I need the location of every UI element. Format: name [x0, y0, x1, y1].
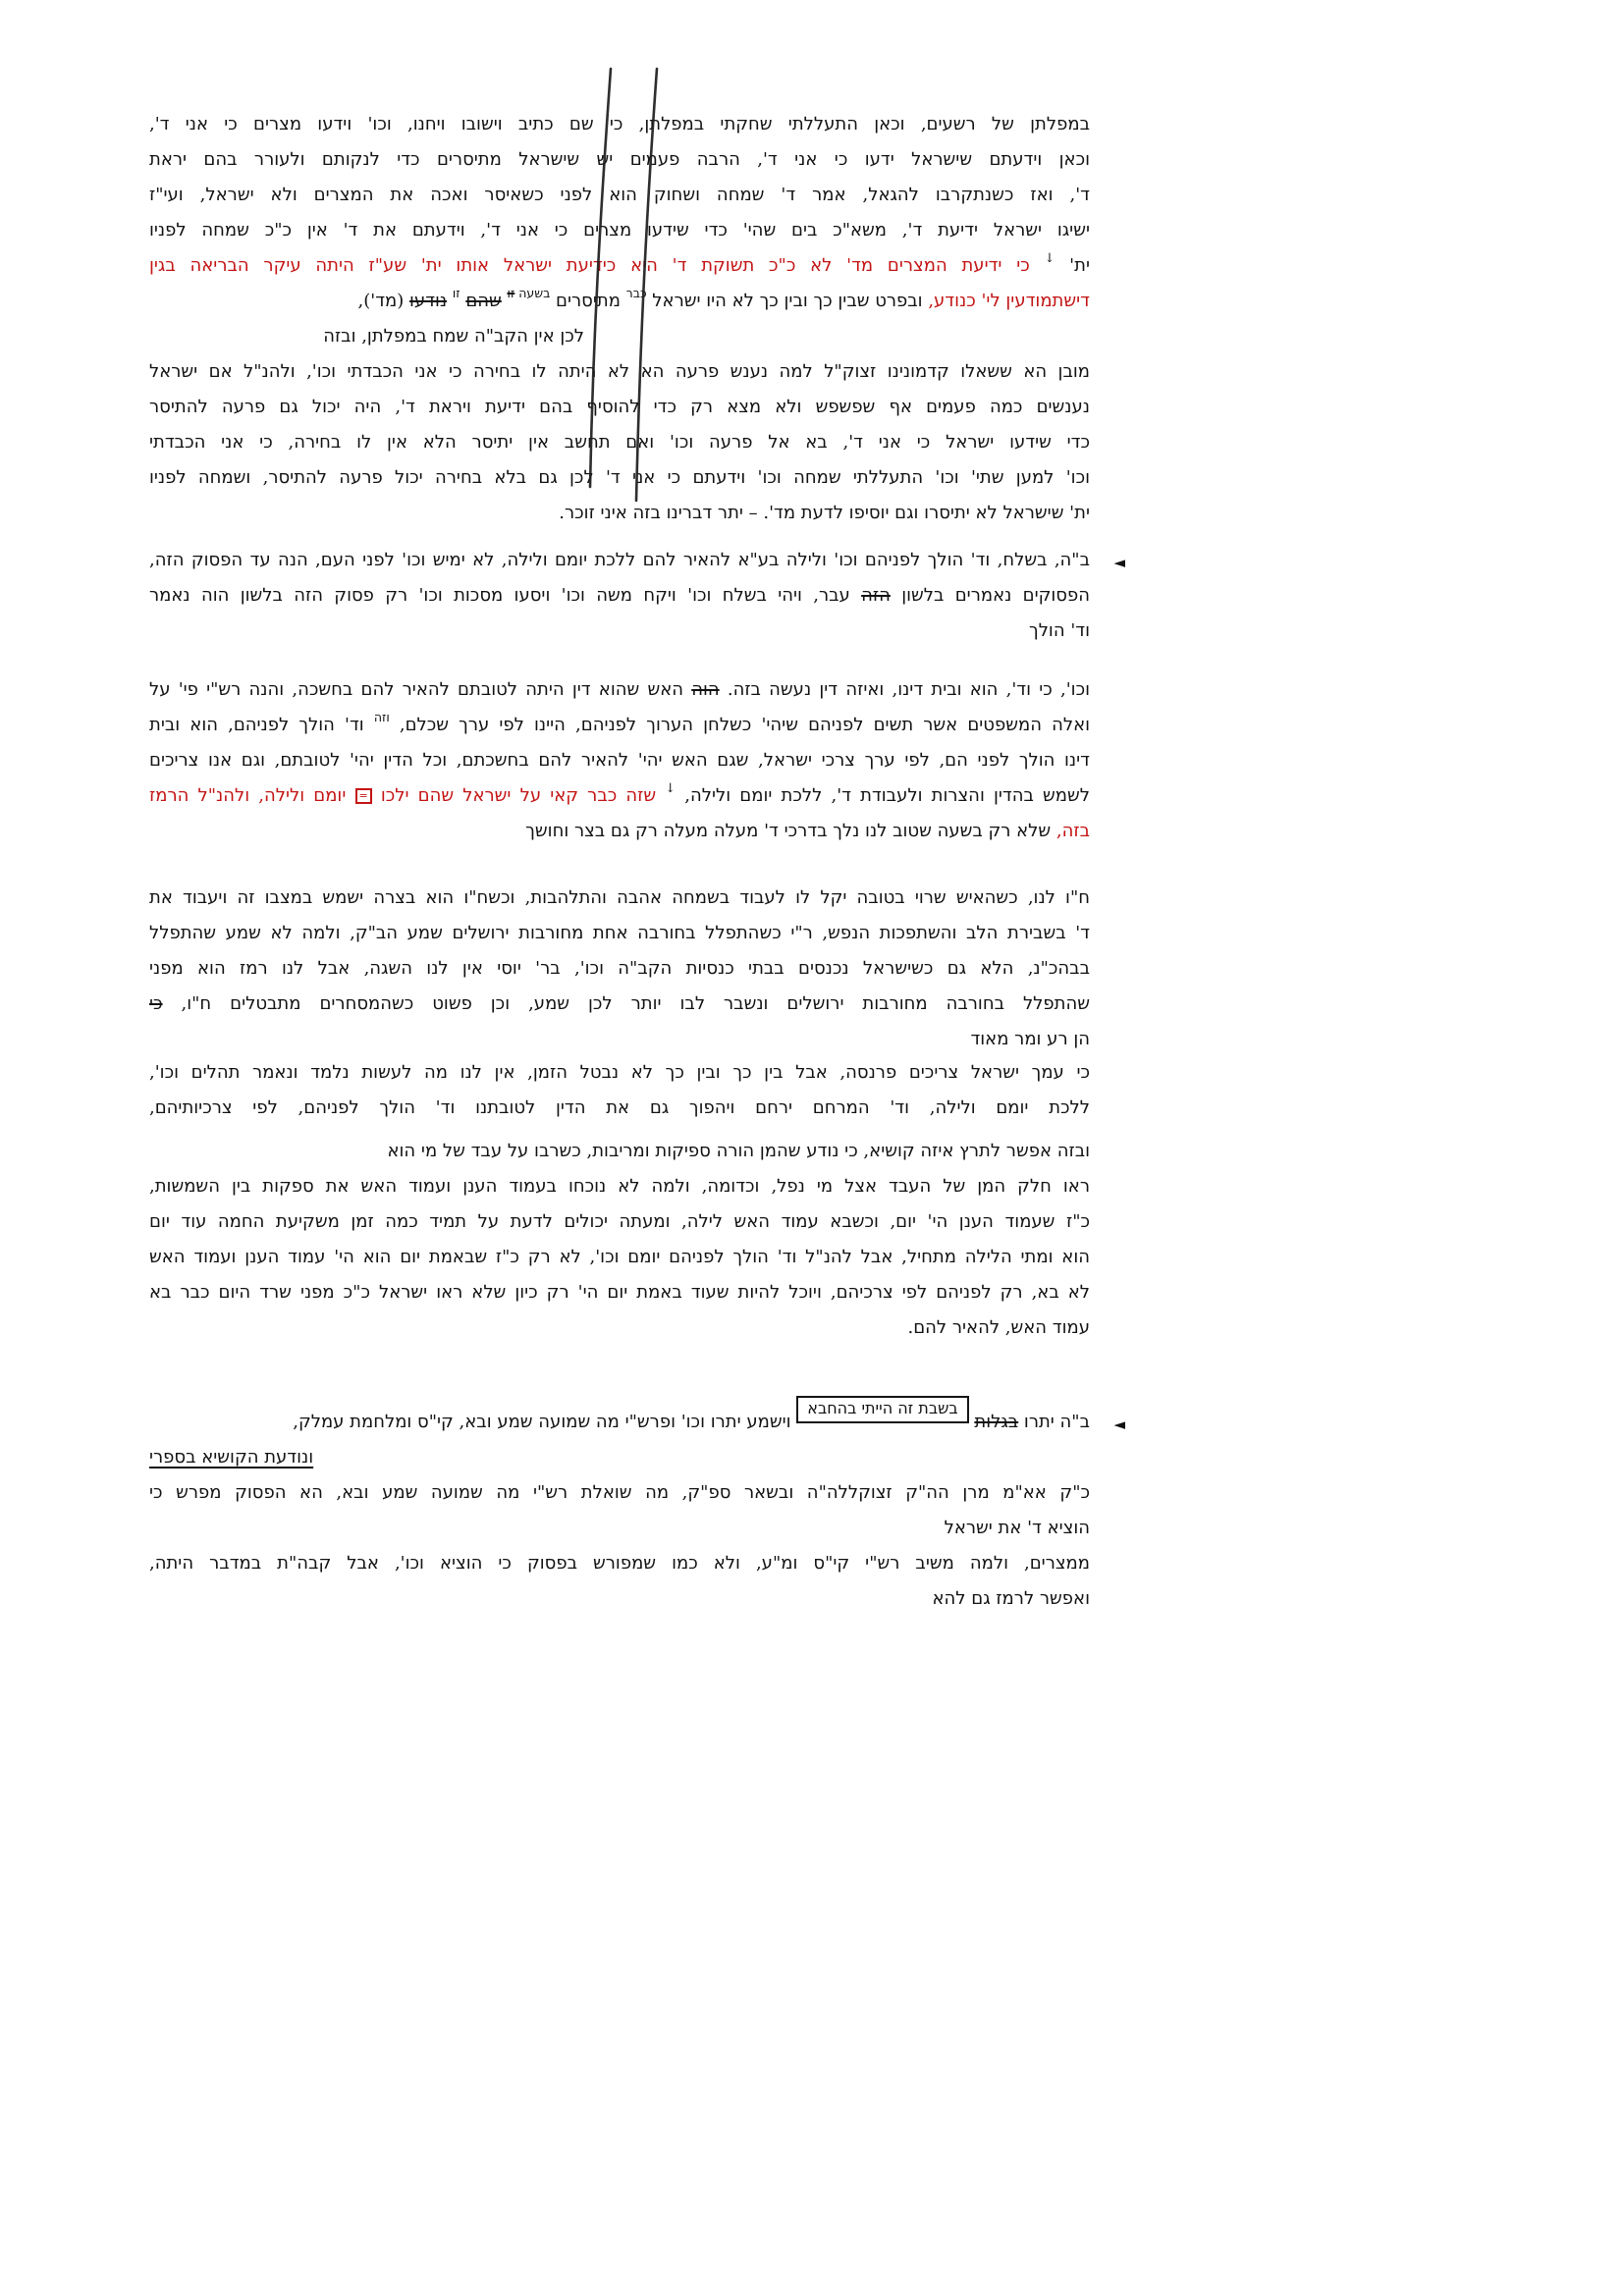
text-line	[149, 883, 1090, 919]
struck-word: הוה	[691, 679, 720, 700]
text-segment: ד', ואז כשנתקרבו להגאל, אמר ד' שמחה ושחוק הוא לפני כשאיסר ואכה את המצרים ולא ישראל, ועי"ז	[149, 185, 1090, 205]
text-line	[149, 251, 1090, 287]
text-segment	[447, 291, 453, 311]
text-line	[149, 322, 1090, 357]
text-segment: לא בא, רק לפניהם לפי צרכיהם, ויוכל להיות שעוד באמת יום הי' רק כיון שלא ראו ישראל כ"כ מפני שרד היום כבר בא	[149, 1282, 1090, 1303]
text-segment: ח"ו לנו, כשהאיש שרוי בטובה יקל לו לעבוד בשמחה אהבה והתלהבות, וכשח"ו הוא בצרה ישמש במצבו זה ויעבוד את	[149, 887, 1090, 908]
text-block	[149, 0, 1125, 2296]
text-line	[149, 1207, 1090, 1243]
text-line	[149, 463, 1090, 499]
text-segment: ונודעת הקושיא בספרי	[149, 1447, 314, 1468]
text-segment: מובן הא ששאלו קדמונינו זצוק"ל למה נענש פרעה הא לא היתה לו בחירה כי אני הכבדתי וכו', ולהנ"ל אם ישראל	[149, 361, 1090, 382]
struck-word: הזה	[861, 585, 891, 606]
text-segment: וד' הולך לפניהם, הוא ובית	[149, 715, 374, 735]
text-segment: ובפרט שבין כך ובין כך לא היו ישראל	[646, 291, 929, 311]
superscript-insertion: זו	[452, 286, 460, 300]
text-line	[149, 817, 1090, 852]
text-segment: ב"ה, בשלח, וד' הולך לפניהם וכו' ולילה בע"א להאיר להם ללכת יומם ולילה, לא ימיש וכו' לפני העם, הנה עד הפסוק הזה,	[149, 550, 1090, 570]
red-text-segment: שזה כבר קאי על ישראל שהם ילכו	[371, 785, 666, 806]
text-line	[149, 499, 1090, 534]
text-segment: ממצרים, ולמה משיב רש"י קי"ס ומ"ע, ולא כמו שמפורש בפסוק כי הוציא וכו', אבל קבה"ת במדבר היתה,	[149, 1553, 1090, 1574]
red-text-segment: בזה,	[1051, 821, 1090, 841]
red-text-segment: דישתמודעין לי' כנודע,	[928, 291, 1090, 311]
struck-word: בגלות	[974, 1412, 1019, 1432]
text-segment: נענשים כמה פעמים אף שפשפש ולא מצא רק כדי להוסיף בהם ידיעת ויראת ד', היה יכול גם פרעה להתיסר	[149, 397, 1090, 417]
text-segment: כדי שידעו ישראל כי אני ד', בא אל פרעה וכו' ואם תחשב אין יתיסר הלא אין לו בחירה, כי אני הכבדתי	[149, 432, 1090, 453]
text-line	[149, 428, 1090, 463]
section-marker-icon: ◄	[1113, 554, 1125, 571]
text-line	[149, 581, 1090, 616]
text-line	[149, 675, 1090, 711]
text-line	[149, 1137, 1090, 1172]
struck-superscript: זו	[507, 286, 515, 300]
text-segment: ית' שישראל לא יתיסרו וגם יוסיפו לדעת מד'. – יתר דברינו בזה איני זוכר.	[559, 503, 1090, 523]
text-line	[149, 919, 1090, 954]
text-line	[149, 616, 1090, 652]
text-segment: וישמע יתרו וכו' ופרש"י מה שמועה שמע ובא, קי"ס ומלחמת עמלק,	[293, 1412, 797, 1432]
text-line	[149, 287, 1090, 322]
insertion-arrow-mark: ↓	[665, 781, 676, 796]
text-segment: ללכת יומם ולילה, וד' המרחם ירחם ויהפוך גם את הדין לטובתנו וד' הולך לפניהם, לפי צרכיותיהם,	[149, 1097, 1090, 1118]
text-line	[149, 711, 1090, 746]
text-segment: במפלתן של רשעים, וכאן התעללתי שחקתי במפלתן, כי שם כתיב וישובו ויחנו, וכו' וידעו מצרים כי אני ד',	[149, 114, 1090, 134]
text-line	[149, 110, 1090, 145]
superscript-insertion: וזה	[373, 710, 390, 724]
text-line	[149, 1443, 1090, 1478]
text-segment: האש שהוא דין היתה לטובתם להאיר להם בחשכה, והנה רש"י פי' על	[149, 679, 692, 700]
text-line	[149, 781, 1090, 817]
insertion-arrow-mark: ↓	[1044, 251, 1055, 266]
text-segment: ב"ה יתרו	[1018, 1412, 1090, 1432]
framed-note: בשבת זה הייתי בהחבא	[796, 1396, 968, 1423]
text-line	[149, 393, 1090, 428]
text-line	[149, 1025, 1090, 1060]
text-segment: ד' בשבירת הלב והשתפכות הנפש, ר"י כשהתפלל בחורבה אחת מחורבות ירושלים שמע הב"ק, ולמה לא שמע שהתפלל	[149, 923, 1090, 943]
text-segment: (מד'),	[357, 291, 410, 311]
text-line	[149, 357, 1090, 393]
text-segment: ואלה המשפטים אשר תשים לפניהם שיהי' כשלחן הערוך לפניהם, היינו לפי ערך שכלם,	[389, 715, 1091, 735]
text-segment: בבהכ"נ, הלא גם כשישראל נכנסים בבתי כנסיות הקב"ה וכו', בר' יוסי אין לנו השגה, אבל לנו רמז הוא מפני	[149, 958, 1090, 979]
text-line	[149, 1399, 1090, 1443]
superscript-insertion: כבר	[625, 286, 647, 300]
text-segment: הן רע ומר מאוד	[970, 1029, 1090, 1049]
text-segment: הוציא ד' את ישראל	[944, 1518, 1090, 1538]
superscript-insertion: בשעה	[514, 286, 551, 300]
text-line	[149, 1478, 1090, 1514]
text-segment: הוא ומתי הלילה מתחיל, אבל להנ"ל וד' הולך לפניהם יומם וכו', לא רק כ"ז שבאמת יום הוא הי' עמוד הענן ועמוד האש	[149, 1247, 1090, 1267]
text-segment: ואפשר לרמז גם להא	[932, 1588, 1090, 1609]
text-segment: דינו הולך לפני הם, לפי ערך צרכי ישראל, שגם האש יהי' להאיר להם בחשכתם, וכל הדין יהי' לטובתם, וגם אנו צריכים	[149, 750, 1090, 771]
text-segment: ית'	[1055, 255, 1090, 276]
struck-word: שהם	[465, 291, 502, 311]
text-line	[149, 1584, 1090, 1620]
text-segment: כ"ק אא"מ מרן הה"ק זצוקללה"ה ובשאר ספ"ק, מה שואלת רש"י מה שמועה שמע ובא, הא הפסוק מפרש כי	[149, 1482, 1090, 1503]
text-segment: וד' הולך	[1029, 620, 1090, 641]
equals-box-mark: =	[355, 788, 372, 804]
text-segment: מתיסרים	[550, 291, 626, 311]
text-line	[149, 216, 1090, 251]
text-line	[149, 1243, 1090, 1278]
text-segment: וכו', כי וד', הוא ובית דינו, ואיזה דין נעשה בזה.	[719, 679, 1090, 700]
text-segment: לכן אין הקב"ה שמח במפלתן, ובזה	[323, 326, 584, 347]
red-text-segment: יומם ולילה, ולהנ"ל הרמז	[149, 785, 355, 806]
text-segment: עבר, ויהי בשלח וכו' ויקח משה וכו' ויסעו מסכות וכו' רק פסוק הזה בלשון הוה נאמר	[149, 585, 862, 606]
text-line	[149, 1549, 1090, 1584]
text-line	[149, 954, 1090, 989]
text-segment: שלא רק בשעה שטוב לנו נלך בדרכי ד' מעלה מעלה רק גם בצר וחושך	[525, 821, 1052, 841]
text-segment: הפסוקים נאמרים בלשון	[890, 585, 1090, 606]
text-segment: ישיגו ישראל ידיעת ד', משא"כ בים שהי' כדי שידעו מצרים כי אני ד', וידעתם את ד' אין כ"כ שמחה לפניו	[149, 220, 1090, 240]
text-line	[149, 746, 1090, 781]
text-segment	[502, 291, 508, 311]
text-segment: ובזה אפשר לתרץ איזה קושיא, כי נודע שהמן הורה ספיקות ומריבות, כשרבו על עבד של מי הוא	[387, 1141, 1090, 1161]
text-line	[149, 1514, 1090, 1549]
text-line	[149, 1172, 1090, 1207]
text-line	[149, 1094, 1090, 1129]
text-line	[149, 145, 1090, 181]
red-text-segment: כי ידיעת המצרים מד' לא כ"כ תשוקת ד' היא כידיעת ישראל אותו ית' שע"ז היתה עיקר הבריאה בגין	[149, 255, 1045, 276]
text-line	[149, 546, 1090, 581]
text-line	[149, 181, 1090, 216]
struck-word: כי	[149, 993, 163, 1014]
text-segment: כי עמך ישראל צריכים פרנסה, אבל בין כך ובין כך לא נבטל הזמן, אין לנו מה לעשות נלמד ונאמר תהלים וכו',	[149, 1062, 1090, 1083]
text-segment: עמוד האש, להאיר להם.	[907, 1317, 1090, 1338]
struck-word: נודעו	[409, 291, 448, 311]
text-line	[149, 1278, 1090, 1313]
text-segment: לשמש בהדין והצרות ולעבודת ד', ללכת יומם ולילה,	[676, 785, 1090, 806]
text-segment: ראו חלק המן של העבד אצל מי נפל, וכדומה, ולמה לא נוכחו בעמוד הענן ועמוד האש את ספקות בין השמשות,	[149, 1176, 1090, 1197]
text-segment: וכו' למען שתי' וכו' התעללתי שמחה וכו' וידעתם כי אני ד' לכן גם בלא בחירה יכול פרעה להתיסר, ושמחה לפניו	[149, 467, 1090, 488]
text-segment: וכאן וידעתם שישראל ידעו כי אני ד', הרבה פעמים יש שישראל מתיסרים כדי לנקותם ולעורר בהם יראת	[149, 149, 1090, 170]
text-segment: כ"ז שעמוד הענן הי' יום, וכשבא עמוד האש לילה, ומעתה יכולים לדעת על תמיד כמה זמן משקיעת החמה עוד יום	[149, 1211, 1090, 1232]
section-marker-icon: ◄	[1113, 1415, 1125, 1433]
text-segment: שהתפלל בחורבה מחורבות ירושלים ונשבר לבו יותר לכן שמע, וכן פשוט כשהמסחרים מתבטלים ח"ו,	[162, 993, 1090, 1014]
text-line	[149, 1313, 1090, 1349]
text-line	[149, 1058, 1090, 1094]
text-line	[149, 989, 1090, 1025]
